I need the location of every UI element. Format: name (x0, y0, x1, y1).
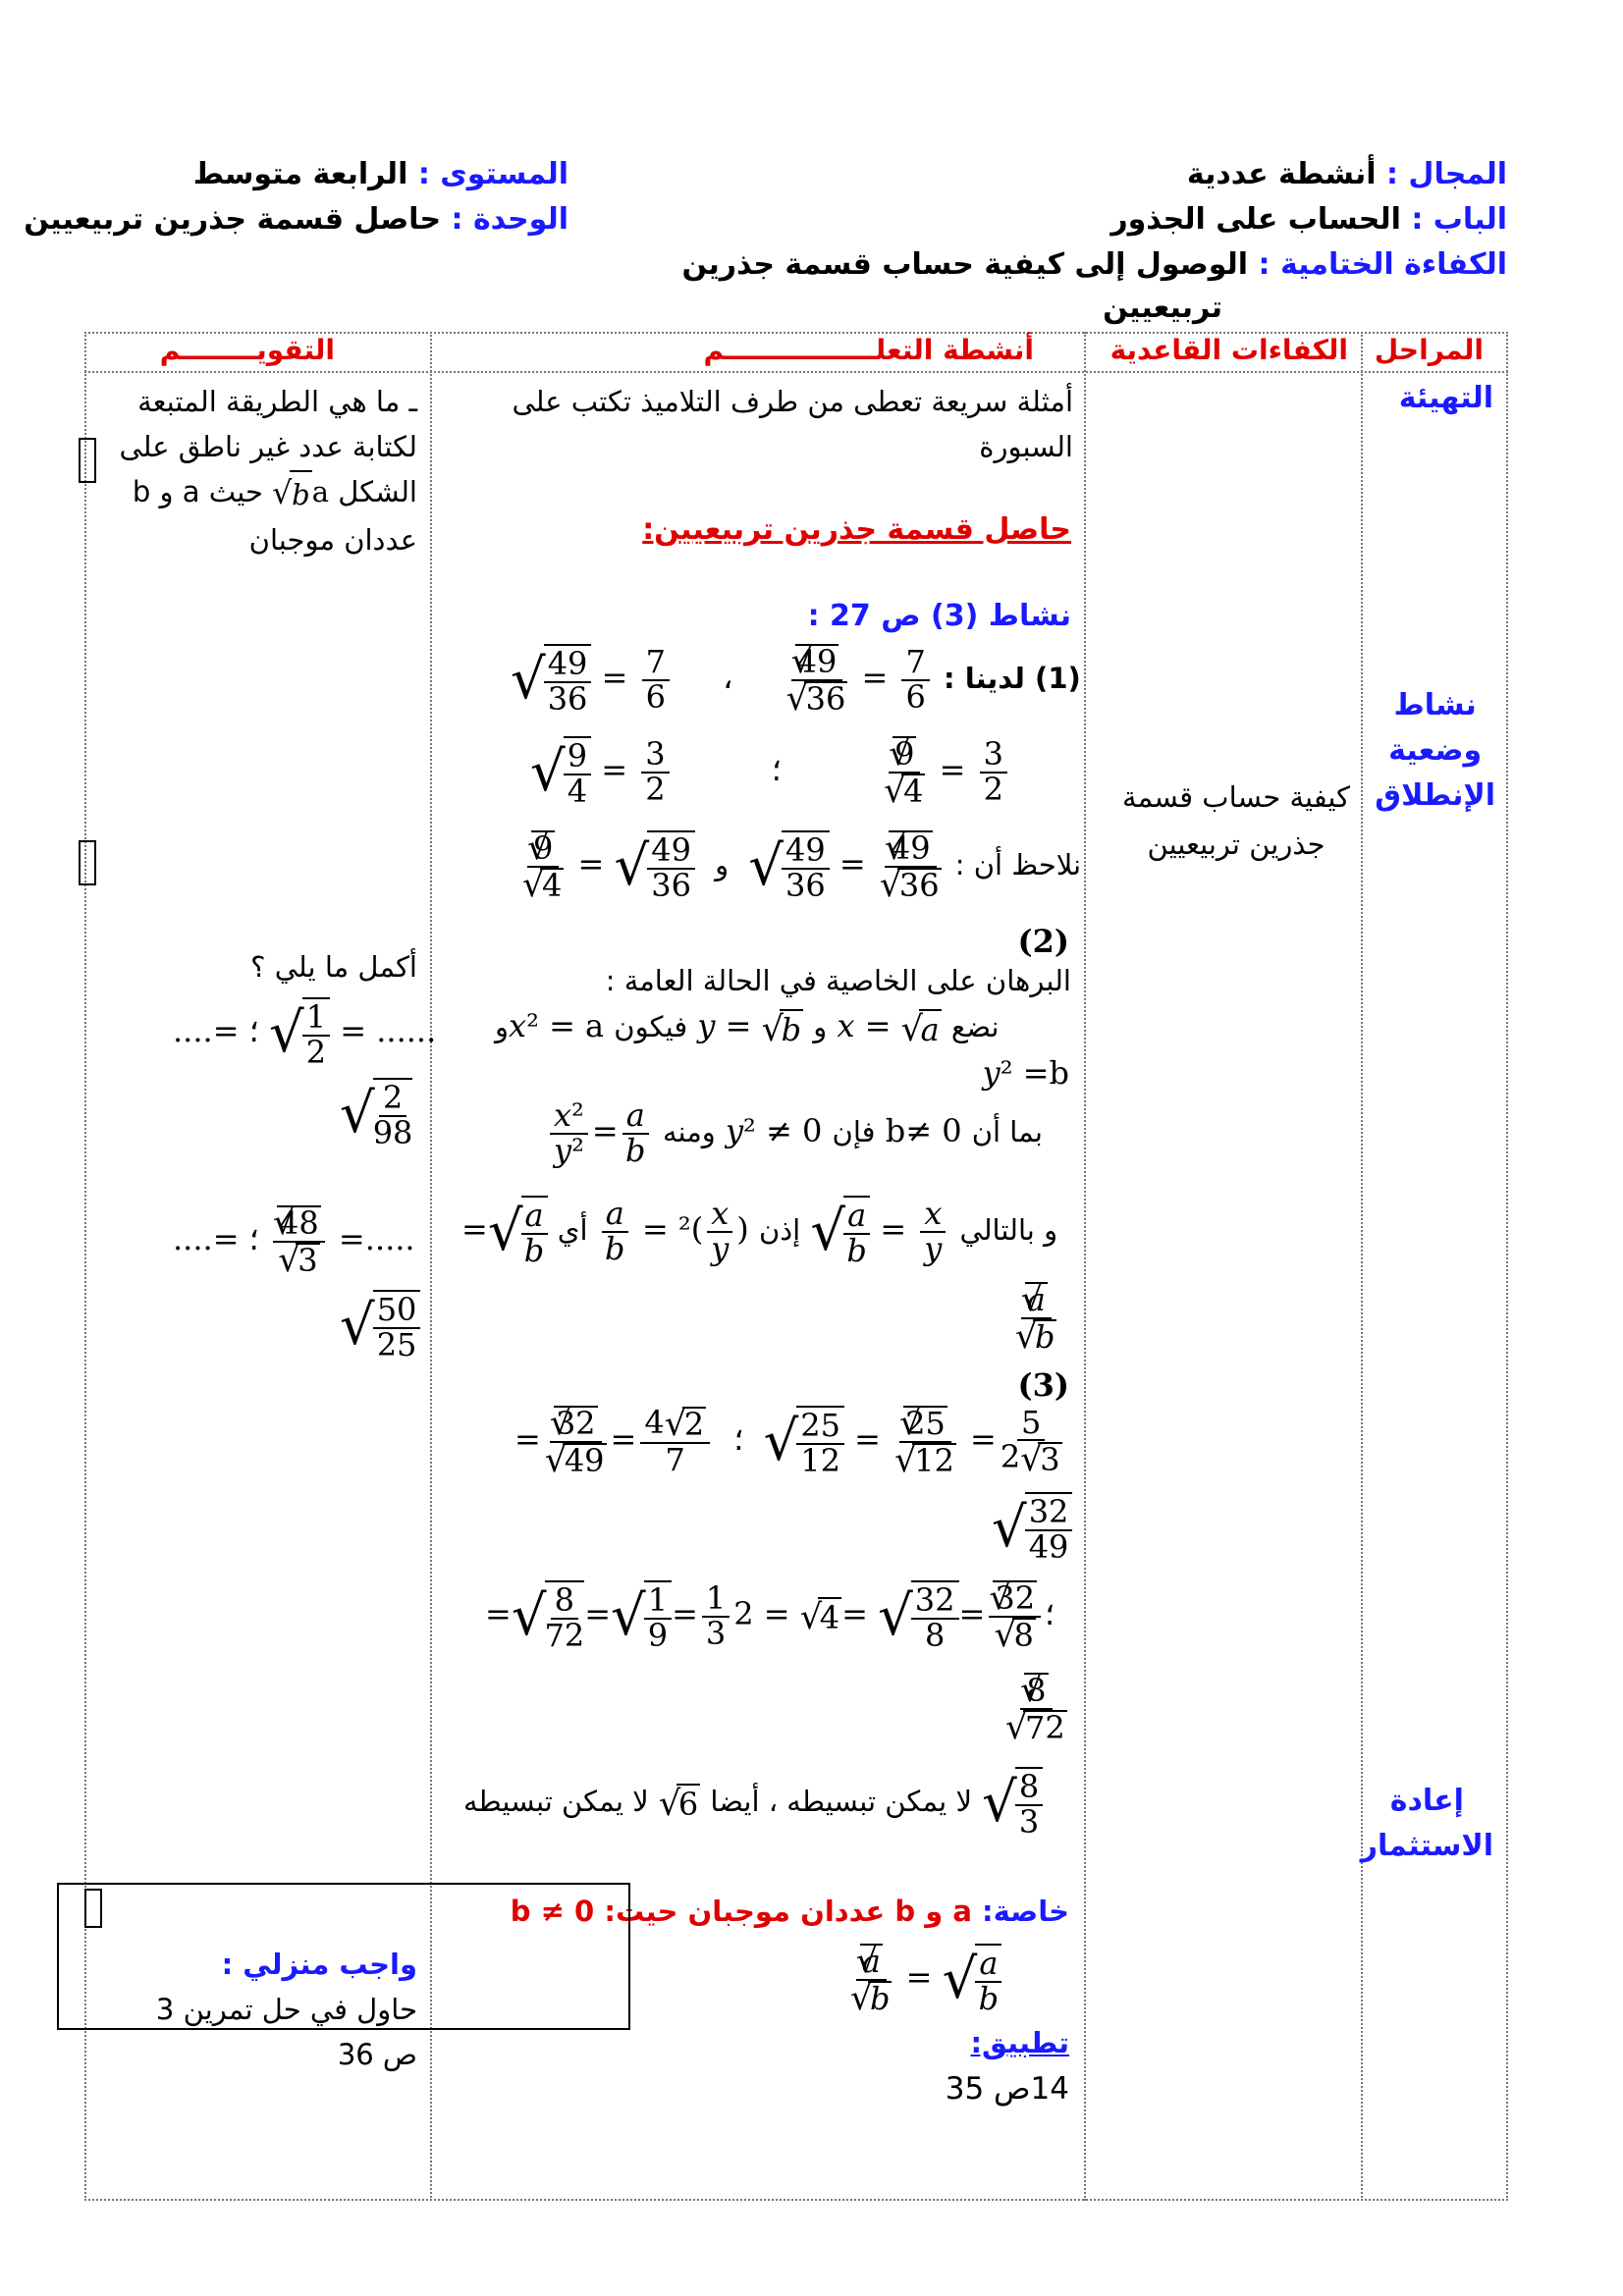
level-value: الرابعة متوسط (192, 157, 408, 191)
stage-launch-3: الإنطلاق (1375, 778, 1495, 813)
comma: ، (723, 659, 733, 697)
margin-box-2 (79, 840, 96, 885)
eval-complete: أكمل ما يلي ؟ (250, 950, 417, 984)
stage-reinvest (1361, 1779, 1493, 1869)
level-line (193, 157, 568, 191)
eval-ex-1: ....= ؛ √ $\frac{1}{2}$ = ...... (173, 998, 437, 1071)
and: و (715, 848, 730, 882)
eval-q1-shape: الشكل (338, 475, 417, 508)
competency-label: الكفاءة الختامية : (1258, 247, 1507, 282)
proof-text: البرهان على الخاصية في الحالة العامة : (605, 964, 1071, 997)
eval-q1-line-2: لكتابة عدد غير ناطق على (119, 430, 417, 463)
and-2: و (813, 1010, 828, 1043)
eval-question-1 (64, 379, 417, 562)
eq-row-2: √ $\frac{9}{4}$ = $\frac{3}{2}$ ؛ √ 9 √ 4 = $\frac{3}{2}$ (530, 736, 1011, 808)
homework-line-2: ص 36 (337, 2038, 417, 2071)
base-line-2: جذرين تربيعيين (1147, 828, 1325, 861)
eval-q1-line-1: ـ ما هي الطريقة المتبعة (137, 385, 417, 418)
competency-value: الوصول إلى كيفية حساب قسمة جذرين (681, 247, 1249, 282)
homework (156, 1942, 417, 2077)
consequently: و بالتالي (959, 1213, 1058, 1248)
eq-result: √ a √ b (1011, 1282, 1060, 1354)
put: نضع (950, 1010, 1000, 1043)
unit-value: حاصل قسمة جذرين تربيعيين (24, 202, 442, 237)
stage-warmup: التهيئة (1398, 381, 1493, 415)
eval-dots-d: ..... (364, 1220, 415, 1258)
base-competency (1122, 774, 1350, 868)
activity-ref: نشاط (3) ص 27 : (807, 599, 1071, 633)
application-exercise: 14ص 35 (945, 2071, 1069, 2107)
intro-line-1: أمثلة سريعة تعطى من طرف التلاميذ تكتب على (512, 385, 1073, 418)
stage-reinvest-2: الاستثمار (1360, 1829, 1493, 1863)
field-line (1187, 157, 1507, 191)
stage-launch (1375, 683, 1495, 819)
property-label: خاصة: (982, 1895, 1069, 1928)
col-activities-header: أنشطة التعلــــــــــــــــم (703, 334, 1034, 366)
field-label: المجال : (1385, 157, 1507, 191)
level-label: المستوى : (417, 157, 568, 191)
chapter-line (1110, 202, 1507, 237)
homework-line-1: حاول في حل تمرين 3 (155, 1993, 417, 2026)
eq-since: $\frac{\text{x²}}{\text{y²}}$ = $\frac{a}{b}$ ومنه y² ≠ 0 فإن b≠ 0 بما أن (546, 1099, 1043, 1167)
stage-launch-2: وضعية (1388, 733, 1483, 768)
eq-3b: = √ $\frac{8}{72}$ = √ $\frac{1}{9}$ = $\frac{1}{3}$ ؛ √ 32 √ 8 = √ $\frac{32}{8}$ =√ 4 = 2 (485, 1580, 1055, 1652)
eval-ex-2-root: √ $\frac{50}{25}$ (340, 1290, 420, 1362)
col-base-header: الكفاءات القاعدية (1109, 334, 1348, 366)
property-cond: b ≠ 0 (510, 1895, 595, 1928)
stage-reinvest-1: إعادة (1389, 1784, 1464, 1818)
homework-label: واجب منزلي : (221, 1948, 417, 1981)
field-value: أنشطة عددية (1186, 157, 1377, 191)
col-eval-header: التقويــــــــم (159, 334, 335, 366)
stage-launch-1: نشاط (1393, 688, 1477, 722)
hence: ومنه (662, 1115, 716, 1149)
chapter-value: الحساب على الجذور (1110, 202, 1401, 237)
eq-3a-root: √ $\frac{32}{49}$ (992, 1492, 1072, 1564)
property-formula: √ a √ b = √ $\frac{a}{b}$ (846, 1944, 1001, 2015)
header-row-divider (84, 371, 1508, 373)
col-divider-2 (1084, 332, 1086, 2201)
eval-ex-2: ....= ؛ √ 48 √ 3 =..... (173, 1205, 415, 1277)
then: فيكون (614, 1010, 688, 1043)
cannot-2: لا يمكن تبسيطه (463, 1785, 649, 1819)
unit-line (24, 202, 568, 237)
base-line-1: كيفية حساب قسمة (1122, 780, 1350, 814)
margin-box-1 (79, 438, 96, 483)
eval-q1-line-3: الشكل a√ b حيث a و b (64, 469, 417, 517)
intro-line-2: السبورة (979, 430, 1073, 463)
p2-label: (2) (1017, 923, 1069, 960)
p3-label: (3) (1017, 1366, 1069, 1404)
p1-label: (1) لدينا : (944, 662, 1081, 696)
lesson-title: حاصل قسمة جذرين تربيعيين: (642, 512, 1071, 547)
eval-ex-1-root: √ $\frac{2}{98}$ (340, 1079, 413, 1151)
unit-label: الوحدة : (451, 202, 568, 237)
col-divider-1 (1361, 332, 1363, 2201)
so: فإن (832, 1115, 876, 1149)
eq-row-1: √ $\frac{49}{36}$ = $\frac{7}{6}$ ، √ 49 √ 36 = $\frac{7}{6}$ (1) لدينا : (511, 644, 1081, 716)
eval-q1-where: حيث a و b (132, 475, 263, 508)
margin-box-3 (84, 1889, 102, 1928)
semi: ؛ (771, 751, 782, 789)
since: بما أن (971, 1115, 1043, 1149)
cannot-1: لا يمكن تبسيطه ، أيضا (710, 1785, 972, 1819)
therefore: إذن (758, 1213, 801, 1248)
eq-ie: = √ $\frac{a}{b}$ و بالتالي $\frac{x}{y}$ = √ $\frac{a}{b}$ إذن ( $\frac{x}{y}$ )² = $\frac{a}{b}$ أي (461, 1195, 1058, 1269)
intro-text (484, 379, 1073, 469)
eq-cannot: لا يمكن تبسيطه √ 6 لا يمكن تبسيطه ، أيضا √ $\frac{8}{3}$ (463, 1767, 1043, 1839)
competency-value-cont: تربيعيين (1103, 291, 1222, 325)
property-text: a و b عددان موجبان حيث: (604, 1895, 972, 1928)
eq-put: وx² = a فيكون y = √ b و x = √ a نضع (495, 1007, 1000, 1048)
eval-dots-b: ...... (376, 1012, 437, 1050)
and-w: و (495, 1010, 510, 1043)
eq-notice: √ 9 √ 4 = √ $\frac{49}{36}$ و √ $\frac{49}{36}$ = √ 49 √ 36 نلاحظ أن : (518, 830, 1081, 902)
eval-q1-line-4: عددان موجبان (248, 523, 417, 557)
notice-label: نلاحظ أن : (954, 848, 1082, 882)
application-label: تطبيق: (970, 2026, 1069, 2059)
eval-dots-c: ....= (173, 1220, 240, 1258)
competency-line (682, 247, 1508, 282)
i-e: أي (557, 1213, 588, 1248)
col-stages-header: المراحل (1374, 334, 1484, 366)
eq-3a: = √ 32 √ 49 = $\frac{4√ 2}{7}$ ؛ √ $\frac{25}{12}$ = √ 25 √ 12 = $\frac{5}{2√ 3}$ (514, 1406, 1066, 1477)
eq-y2: y² =b (982, 1054, 1069, 1092)
eval-dots-a: ....= (173, 1012, 240, 1050)
eq-3b-frac: √ 8 √ 72 (1001, 1673, 1071, 1744)
chapter-label: الباب : (1411, 202, 1507, 237)
